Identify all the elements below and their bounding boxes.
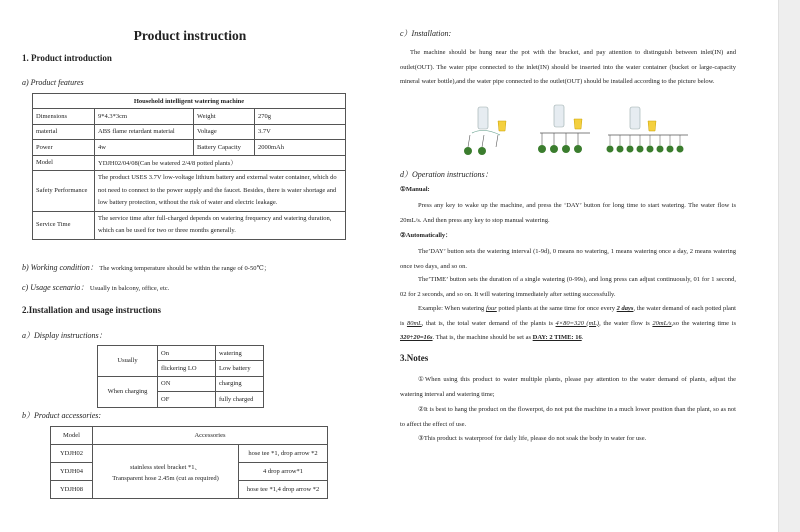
table-row [98, 346, 264, 361]
table-row [33, 155, 346, 170]
table-cell: Battery Capacity [194, 140, 255, 155]
table-cell: 9*4.3*3cm [95, 109, 194, 124]
table-cell: 2000mAh [255, 140, 346, 155]
installation-heading: c）Installation: [400, 29, 452, 38]
example-text: ,so the watering time is [671, 319, 736, 327]
table-cell: When charging [98, 376, 158, 407]
installation-text: The machine should be hung near the pot with the bracket, and pay attention to distinguish between inlet(IN) and outlet(OUT). The water pipe connected to the inlet(IN) should be inserted into the water container (bucket or large-capacity mineral water bottle),and the water pipe connected to the outlet(OUT) should be installed according to the picture below. [400, 49, 736, 85]
features-table [32, 93, 346, 240]
working-condition-text: The working temperature should be within the range of 0-50℃； [99, 265, 271, 272]
example-highlight: 2 days [616, 305, 634, 312]
table-cell: hose tee *1,4 drop arrow *2 [239, 481, 328, 499]
table-cell: Voltage [194, 124, 255, 139]
table-cell: Safety Performance [33, 170, 95, 211]
example-text: Example: When watering [418, 305, 486, 312]
table-cell: YDJH02/04/08(Can be watered 2/4/8 potted plants） [95, 155, 346, 170]
note-2: ②It is best to hang the product on the flowerpot, do not put the machine in a much lower position than the plant, so as not to affect the effect of use. [400, 406, 736, 428]
table-row [33, 124, 346, 139]
usage-scenario [22, 282, 372, 296]
table-header: Model [51, 427, 93, 445]
table-cell: 4w [95, 140, 194, 155]
notes-heading: 3.Notes [400, 353, 429, 363]
example-highlight: 80mL [406, 319, 422, 327]
table-cell: Dimensions [33, 109, 95, 124]
table-cell: On [158, 346, 216, 361]
table-cell: Power [33, 140, 95, 155]
table-cell: Weight [194, 109, 255, 124]
manual-text: Press any key to wake up the machine, and press the ‘DAY’ button for long time to start watering. The water flow is 20mL/s. And then press any key to stop manual watering. [400, 202, 736, 224]
product-introduction-heading: 1. Product introduction [22, 53, 112, 63]
table-row [33, 140, 346, 155]
table-row [33, 211, 346, 239]
table-cell: ON [158, 376, 216, 391]
usage-scenario-label: c) Usage scenario： [22, 283, 89, 292]
table-cell: watering [216, 346, 264, 361]
table-cell: Service Time [33, 211, 95, 239]
table-cell: flickering LO [158, 361, 216, 376]
example-text: . That is, the machine should be set as [432, 334, 533, 341]
table-cell: 3.7V [255, 124, 346, 139]
shared-accessories-line: Transparent hose 2.45m (cut as required) [112, 474, 219, 482]
example-text: , that is, the total water demand of the plants is [421, 319, 556, 327]
table-cell: YDJH04 [51, 463, 93, 481]
automatic-text-1: The’DAY’ button sets the watering interval (1-9d), 0 means no watering, 1 means watering once a day, 2 means watering once two days, and so on. [400, 248, 736, 270]
viewer-margin [778, 0, 800, 532]
table-cell: YDJH02 [51, 445, 93, 463]
table-cell: 270g [255, 109, 346, 124]
table-cell: YDJH08 [51, 481, 93, 499]
diagram-2-plants [464, 107, 506, 155]
table-cell: The service time after full-charged depends on watering frequency and watering duration, which can be used for two or three months generally. [95, 211, 346, 239]
example-text: . [581, 334, 584, 341]
diagram-4-plants [538, 105, 590, 153]
table-row [98, 376, 264, 391]
features-table-caption: Household intelligent watering machine [33, 94, 346, 109]
table-cell: charging [216, 376, 264, 391]
table-row [33, 109, 346, 124]
example-highlight: 20mL/s [652, 319, 672, 327]
example-highlight: 4×80=320 (mL) [555, 319, 600, 327]
accessories-table [50, 426, 328, 499]
usage-scenario-text: Usually in balcony, office, etc. [89, 285, 170, 292]
table-cell: ABS flame retardant material [95, 124, 194, 139]
table-cell: hose tee *1, drop arrow *2 [239, 445, 328, 463]
diagram-8-plants [607, 107, 689, 153]
example-highlight: 320÷20=16s [400, 334, 433, 341]
table-cell: fully charged [216, 392, 264, 407]
working-condition [22, 262, 372, 276]
shared-accessories-line: stainless steel bracket *1、 [130, 463, 201, 471]
example-paragraph [400, 302, 736, 346]
working-condition-label: b) Working condition： [22, 263, 98, 272]
table-row [51, 427, 328, 445]
example-text: , the water flow is [599, 319, 653, 327]
example-text: potted plants at the same time for once every [496, 305, 617, 312]
table-row [33, 170, 346, 211]
shared-accessories-cell [93, 445, 239, 499]
automatic-label: ②Automatically： [400, 232, 452, 239]
installation-usage-heading: 2.Installation and usage instructions [22, 305, 162, 315]
table-row [51, 445, 328, 463]
note-1: ①When using this product to water multiple plants, please pay attention to the water demand of plants, adjust the watering interval and watering time; [400, 376, 736, 398]
display-table [97, 345, 264, 408]
manual-label: ①Manual: [400, 186, 430, 193]
table-header: Accessories [93, 427, 328, 445]
automatic-text-2: The’TIME’ button sets the duration of a single watering (0-99s), and long press can adjust continuously, 01 for 1 second, 02 for 2 seconds, and so on. It will watering immediately after setting successfully. [400, 276, 736, 298]
installation-diagrams [462, 103, 692, 163]
note-3: ③This product is waterproof for daily life, please do not soak the body in water for use. [418, 435, 647, 442]
product-features-heading: a) Product features [22, 78, 84, 87]
table-cell: 4 drop arrow*1 [239, 463, 328, 481]
accessories-heading: b）Product accessories: [22, 411, 102, 420]
page-title: Product instruction [133, 28, 247, 43]
table-cell: OF [158, 392, 216, 407]
example-setting: DAY: 2 TIME: 16 [532, 334, 582, 341]
table-cell: Usually [98, 346, 158, 377]
table-cell: Low battery [216, 361, 264, 376]
display-instructions-heading: a）Display instructions： [22, 331, 107, 340]
table-cell: Model [33, 155, 95, 170]
operation-heading: d）Operation instructions： [400, 170, 493, 179]
table-cell: The product USES 3.7V low-voltage lithium battery and external water container, which do not need to connect to the power supply and the faucet. Besides, there is water shortage and low battery protection, without the risk of water and electric leakage. [95, 170, 346, 211]
example-text: , the water demand of each potted plant is [400, 305, 736, 327]
example-highlight: four [485, 305, 497, 312]
table-cell: material [33, 124, 95, 139]
